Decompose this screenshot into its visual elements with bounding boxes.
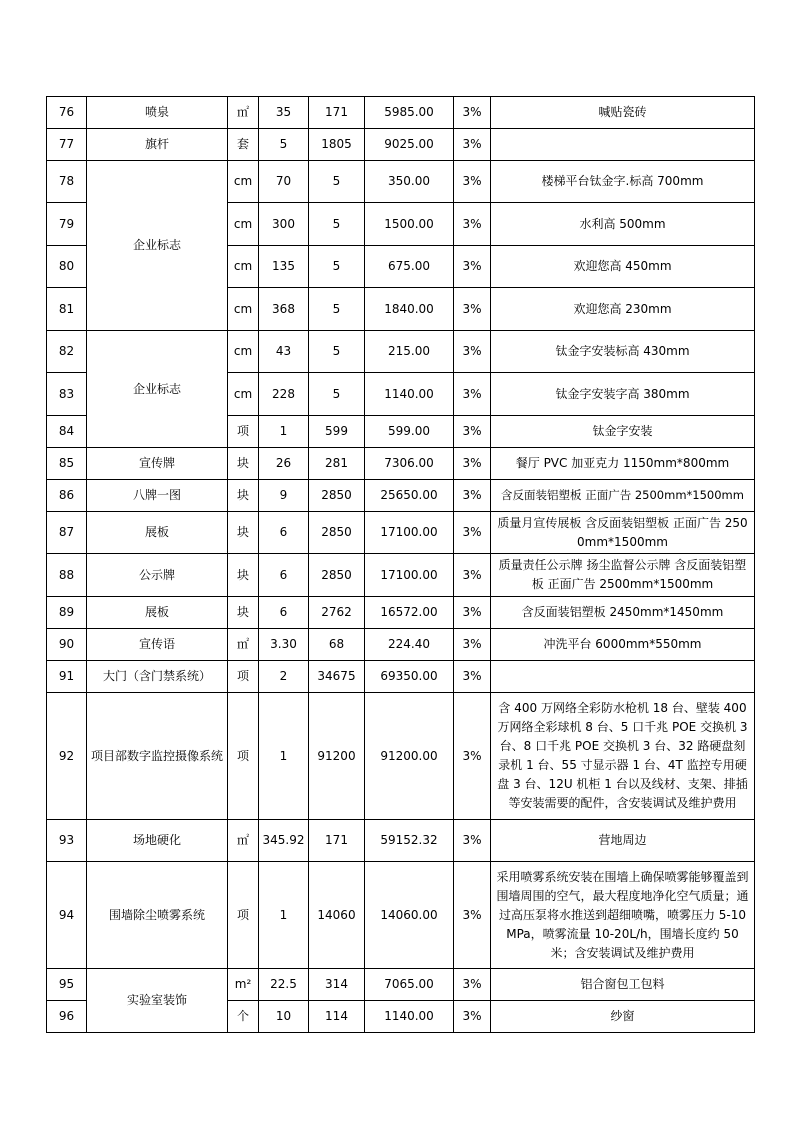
unit-price: 314 bbox=[309, 969, 365, 1001]
quantity: 1 bbox=[259, 862, 309, 969]
item-name: 喷泉 bbox=[87, 97, 228, 129]
cost-table bbox=[46, 96, 755, 1033]
item-name: 实验室装饰 bbox=[87, 969, 228, 1033]
quantity: 10 bbox=[259, 1001, 309, 1033]
remark: 采用喷雾系统安装在围墙上确保喷雾能够覆盖到围墙周围的空气，最大程度地净化空气质量；通过高压泵将水推送到超细喷嘴，喷雾压力 5-10MPa，喷雾流量 10-20L/h，围墙长度约 50 米；含安装调试及维护费用 bbox=[491, 862, 755, 969]
row-number: 86 bbox=[47, 480, 87, 512]
rate: 3% bbox=[454, 661, 491, 693]
rate: 3% bbox=[454, 448, 491, 480]
remark: 钛金字安装 bbox=[491, 416, 755, 448]
table-row bbox=[47, 862, 755, 969]
quantity: 6 bbox=[259, 554, 309, 597]
row-number: 82 bbox=[47, 331, 87, 373]
rate: 3% bbox=[454, 820, 491, 862]
table-row bbox=[47, 554, 755, 597]
item-name: 场地硬化 bbox=[87, 820, 228, 862]
remark: 欢迎您高 450mm bbox=[491, 246, 755, 288]
remark: 营地周边 bbox=[491, 820, 755, 862]
amount: 91200.00 bbox=[365, 693, 454, 820]
remark: 质量月宣传展板 含反面装铝塑板 正面广告 2500mm*1500mm bbox=[491, 512, 755, 554]
table-row bbox=[47, 693, 755, 820]
amount: 17100.00 bbox=[365, 554, 454, 597]
unit: 项 bbox=[228, 416, 259, 448]
rate: 3% bbox=[454, 969, 491, 1001]
quantity: 6 bbox=[259, 512, 309, 554]
quantity: 35 bbox=[259, 97, 309, 129]
unit: 项 bbox=[228, 862, 259, 969]
unit-price: 171 bbox=[309, 820, 365, 862]
rate: 3% bbox=[454, 862, 491, 969]
quantity: 1 bbox=[259, 416, 309, 448]
row-number: 88 bbox=[47, 554, 87, 597]
unit: cm bbox=[228, 331, 259, 373]
unit-price: 281 bbox=[309, 448, 365, 480]
unit: ㎡ bbox=[228, 820, 259, 862]
remark: 楼梯平台钛金字.标高 700mm bbox=[491, 161, 755, 203]
remark: 铝合窗包工包料 bbox=[491, 969, 755, 1001]
unit: 块 bbox=[228, 512, 259, 554]
table-row bbox=[47, 629, 755, 661]
unit: 块 bbox=[228, 597, 259, 629]
unit-price: 68 bbox=[309, 629, 365, 661]
table-row bbox=[47, 597, 755, 629]
quantity: 228 bbox=[259, 373, 309, 416]
amount: 1140.00 bbox=[365, 373, 454, 416]
unit-price: 34675 bbox=[309, 661, 365, 693]
item-name: 旗杆 bbox=[87, 129, 228, 161]
amount: 17100.00 bbox=[365, 512, 454, 554]
row-number: 83 bbox=[47, 373, 87, 416]
item-name: 宣传牌 bbox=[87, 448, 228, 480]
row-number: 93 bbox=[47, 820, 87, 862]
rate: 3% bbox=[454, 373, 491, 416]
remark: 冲洗平台 6000mm*550mm bbox=[491, 629, 755, 661]
unit-price: 14060 bbox=[309, 862, 365, 969]
table-row bbox=[47, 129, 755, 161]
item-name: 围墙除尘喷雾系统 bbox=[87, 862, 228, 969]
amount: 9025.00 bbox=[365, 129, 454, 161]
unit: 套 bbox=[228, 129, 259, 161]
amount: 14060.00 bbox=[365, 862, 454, 969]
rate: 3% bbox=[454, 129, 491, 161]
unit-price: 5 bbox=[309, 203, 365, 246]
amount: 5985.00 bbox=[365, 97, 454, 129]
rate: 3% bbox=[454, 629, 491, 661]
row-number: 79 bbox=[47, 203, 87, 246]
quantity: 345.92 bbox=[259, 820, 309, 862]
quantity: 300 bbox=[259, 203, 309, 246]
amount: 59152.32 bbox=[365, 820, 454, 862]
table-row bbox=[47, 448, 755, 480]
unit: cm bbox=[228, 373, 259, 416]
unit: 项 bbox=[228, 661, 259, 693]
rate: 3% bbox=[454, 416, 491, 448]
unit-price: 171 bbox=[309, 97, 365, 129]
row-number: 95 bbox=[47, 969, 87, 1001]
item-name: 展板 bbox=[87, 597, 228, 629]
unit: cm bbox=[228, 203, 259, 246]
unit: cm bbox=[228, 161, 259, 203]
item-name: 大门（含门禁系统） bbox=[87, 661, 228, 693]
unit-price: 5 bbox=[309, 373, 365, 416]
amount: 1500.00 bbox=[365, 203, 454, 246]
remark: 欢迎您高 230mm bbox=[491, 288, 755, 331]
rate: 3% bbox=[454, 1001, 491, 1033]
unit: 块 bbox=[228, 448, 259, 480]
rate: 3% bbox=[454, 480, 491, 512]
remark: 钛金字安装字高 380mm bbox=[491, 373, 755, 416]
remark: 质量责任公示牌 扬尘监督公示牌 含反面装铝塑板 正面广告 2500mm*1500mm bbox=[491, 554, 755, 597]
unit-price: 5 bbox=[309, 288, 365, 331]
unit-price: 2850 bbox=[309, 512, 365, 554]
item-name: 企业标志 bbox=[87, 331, 228, 448]
unit: m² bbox=[228, 969, 259, 1001]
amount: 215.00 bbox=[365, 331, 454, 373]
row-number: 90 bbox=[47, 629, 87, 661]
row-number: 84 bbox=[47, 416, 87, 448]
amount: 1840.00 bbox=[365, 288, 454, 331]
unit-price: 1805 bbox=[309, 129, 365, 161]
quantity: 22.5 bbox=[259, 969, 309, 1001]
quantity: 135 bbox=[259, 246, 309, 288]
remark: 含反面装铝塑板 2450mm*1450mm bbox=[491, 597, 755, 629]
unit-price: 599 bbox=[309, 416, 365, 448]
rate: 3% bbox=[454, 554, 491, 597]
rate: 3% bbox=[454, 693, 491, 820]
quantity: 9 bbox=[259, 480, 309, 512]
table-row bbox=[47, 969, 755, 1001]
amount: 599.00 bbox=[365, 416, 454, 448]
quantity: 26 bbox=[259, 448, 309, 480]
remark bbox=[491, 129, 755, 161]
unit-price: 5 bbox=[309, 161, 365, 203]
unit: ㎡ bbox=[228, 97, 259, 129]
table-row bbox=[47, 161, 755, 203]
unit-price: 5 bbox=[309, 331, 365, 373]
rate: 3% bbox=[454, 161, 491, 203]
quantity: 3.30 bbox=[259, 629, 309, 661]
remark: 水利高 500mm bbox=[491, 203, 755, 246]
rate: 3% bbox=[454, 203, 491, 246]
item-name: 项目部数字监控摄像系统 bbox=[87, 693, 228, 820]
amount: 16572.00 bbox=[365, 597, 454, 629]
row-number: 89 bbox=[47, 597, 87, 629]
row-number: 80 bbox=[47, 246, 87, 288]
row-number: 81 bbox=[47, 288, 87, 331]
amount: 350.00 bbox=[365, 161, 454, 203]
unit: ㎡ bbox=[228, 629, 259, 661]
row-number: 94 bbox=[47, 862, 87, 969]
quantity: 6 bbox=[259, 597, 309, 629]
amount: 7065.00 bbox=[365, 969, 454, 1001]
item-name: 展板 bbox=[87, 512, 228, 554]
amount: 7306.00 bbox=[365, 448, 454, 480]
unit-price: 114 bbox=[309, 1001, 365, 1033]
table-row bbox=[47, 97, 755, 129]
row-number: 85 bbox=[47, 448, 87, 480]
amount: 25650.00 bbox=[365, 480, 454, 512]
quantity: 368 bbox=[259, 288, 309, 331]
unit-price: 91200 bbox=[309, 693, 365, 820]
remark: 喊贴瓷砖 bbox=[491, 97, 755, 129]
unit: 块 bbox=[228, 480, 259, 512]
unit: cm bbox=[228, 288, 259, 331]
remark: 纱窗 bbox=[491, 1001, 755, 1033]
quantity: 43 bbox=[259, 331, 309, 373]
remark: 钛金字安装标高 430mm bbox=[491, 331, 755, 373]
row-number: 76 bbox=[47, 97, 87, 129]
quantity: 70 bbox=[259, 161, 309, 203]
rate: 3% bbox=[454, 246, 491, 288]
amount: 224.40 bbox=[365, 629, 454, 661]
remark: 餐厅 PVC 加亚克力 1150mm*800mm bbox=[491, 448, 755, 480]
rate: 3% bbox=[454, 97, 491, 129]
row-number: 77 bbox=[47, 129, 87, 161]
amount: 1140.00 bbox=[365, 1001, 454, 1033]
row-number: 78 bbox=[47, 161, 87, 203]
rate: 3% bbox=[454, 331, 491, 373]
unit-price: 2850 bbox=[309, 480, 365, 512]
item-name: 宣传语 bbox=[87, 629, 228, 661]
rate: 3% bbox=[454, 288, 491, 331]
unit: 个 bbox=[228, 1001, 259, 1033]
rate: 3% bbox=[454, 512, 491, 554]
quantity: 5 bbox=[259, 129, 309, 161]
unit-price: 5 bbox=[309, 246, 365, 288]
amount: 675.00 bbox=[365, 246, 454, 288]
remark: 含反面装铝塑板 正面广告 2500mm*1500mm bbox=[491, 480, 755, 512]
table-row bbox=[47, 820, 755, 862]
item-name: 企业标志 bbox=[87, 161, 228, 331]
row-number: 91 bbox=[47, 661, 87, 693]
table-row bbox=[47, 512, 755, 554]
table-row bbox=[47, 480, 755, 512]
quantity: 1 bbox=[259, 693, 309, 820]
row-number: 96 bbox=[47, 1001, 87, 1033]
amount: 69350.00 bbox=[365, 661, 454, 693]
quantity: 2 bbox=[259, 661, 309, 693]
unit: cm bbox=[228, 246, 259, 288]
table-row bbox=[47, 661, 755, 693]
unit: 项 bbox=[228, 693, 259, 820]
remark bbox=[491, 661, 755, 693]
rate: 3% bbox=[454, 597, 491, 629]
remark: 含 400 万网络全彩防水枪机 18 台、壁装 400 万网络全彩球机 8 台、5 口千兆 POE 交换机 3 台、8 口千兆 POE 交换机 3 台、32 路硬盘刻录机 1 台、55 寸显示器 1 台、4T 监控专用硬盘 3 台、12U 机柜 1 台以及线材、支架、排插等安装需要的配件，含安装调试及维护费用 bbox=[491, 693, 755, 820]
unit-price: 2850 bbox=[309, 554, 365, 597]
item-name: 八牌一图 bbox=[87, 480, 228, 512]
row-number: 92 bbox=[47, 693, 87, 820]
item-name: 公示牌 bbox=[87, 554, 228, 597]
row-number: 87 bbox=[47, 512, 87, 554]
unit: 块 bbox=[228, 554, 259, 597]
unit-price: 2762 bbox=[309, 597, 365, 629]
table-row bbox=[47, 331, 755, 373]
